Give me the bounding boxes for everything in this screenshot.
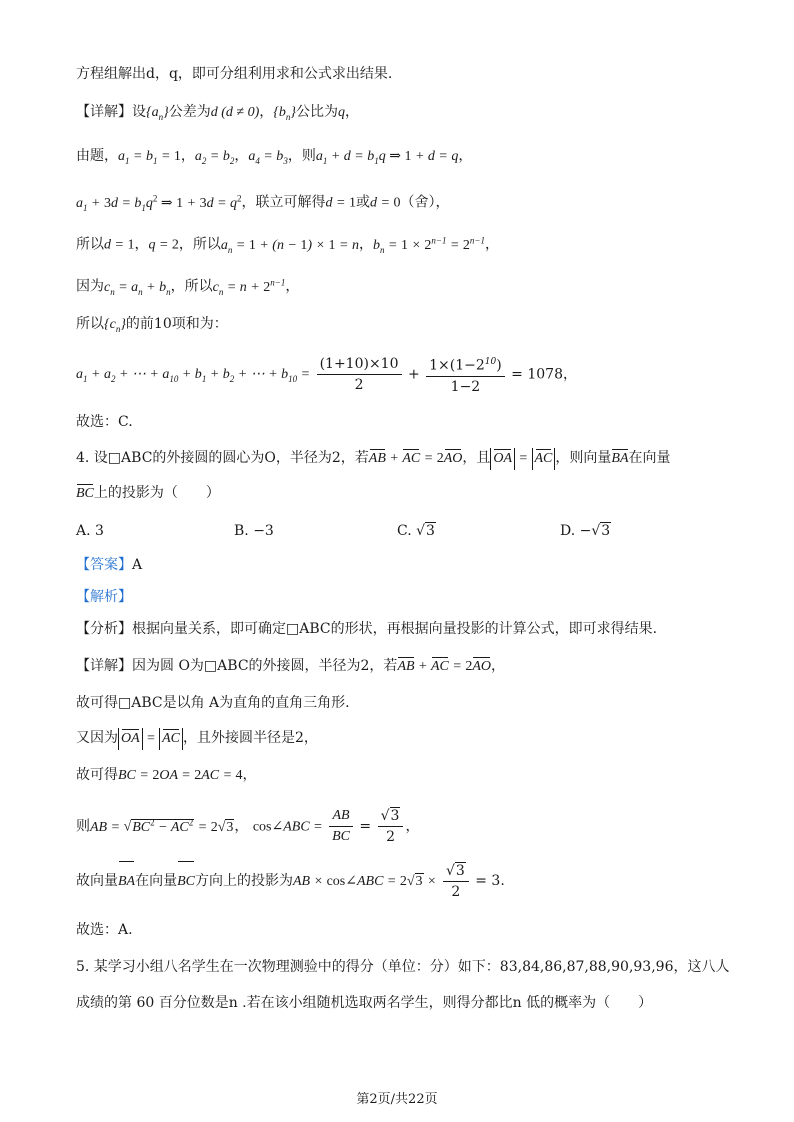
equation-line: 则AB = $√BC^2 - AC^2 = 2√3$， cos∠ABC = $\frac{AB}{BC}$ = $\frac{√3}{2}$ ， — [76, 808, 420, 846]
fenxi-label: 【分析】 — [76, 621, 132, 637]
text: 在向量 — [628, 450, 671, 466]
text: 公比为 — [295, 104, 338, 120]
detail2-line: 【详解】因为圆 O为□ABC的外接圆，半径为2，若AB + AC = 2AO， — [76, 655, 505, 678]
text: ，则向量 — [555, 450, 612, 466]
equation-line: 所以d = 1，q = 2，所以$a_n = 1 + (n - 1) \times 1 = n$，$b_n = 1 \times 2^{n-1} = 2^{n-1}$， — [76, 235, 499, 255]
text: ，所以 — [170, 278, 213, 295]
text: ，且外接圆半径是2， — [183, 730, 318, 746]
detail-line: 【详解】设$\{a_n\}$公差为d (d ≠ 0)，$\{b_n\}$公比为q， — [76, 104, 359, 122]
equation-line: 故向量BA在向量BC方向上的投影为AB × cos∠ABC = 2√3 × $\frac{√3}{2}$ = 3. — [76, 859, 505, 904]
text: 的前10项和为： — [125, 316, 228, 332]
text: ， — [259, 104, 274, 120]
text: ，且 — [462, 450, 491, 466]
text-line: 方程组解出d，q，即可分组利用求和公式求出结果. — [76, 66, 393, 82]
text-line: 所以$\{c_n\}$的前10项和为： — [76, 316, 228, 334]
text: 在向量 — [135, 873, 178, 889]
text: 方向上的投影为 — [195, 873, 293, 889]
equation-line: $a_1 + 3d = b_1q^2$ ⇒ $1 + 3d = q^2$，联立可解得d = 1或d = 0（舍）， — [76, 193, 450, 213]
text: 则 — [76, 818, 90, 835]
answer-line — [76, 554, 142, 576]
text: 根据向量关系，即可确定□ABC的形状，再根据向量投影的计算公式，即可求得结果. — [132, 621, 658, 637]
equation-line: 因为$c_n = a_n + b_n$，所以$c_n = n + 2^{n-1}$， — [76, 277, 300, 297]
equation-line: 故可得BC = 2OA = 2AC = 4， — [76, 767, 257, 783]
text-line: 又因为 OA = AC ，且外接圆半径是2， — [76, 727, 318, 750]
text: 或 — [356, 194, 370, 211]
option-c: C. √3 — [397, 523, 435, 539]
choice-line: 故选：C. — [76, 414, 133, 430]
detail-label: 【详解】 — [76, 104, 132, 120]
text: 公差为 — [168, 104, 211, 120]
text-line: 故可得□ABC是以角 A为直角的直角三角形. — [76, 695, 350, 711]
text: 上的投影为（ ） — [93, 485, 220, 501]
question-4: 4. 设□ABC的外接圆的圆心为O，半径为2，若AB + AC = 2AO，且 OA = AC ，则向量BA在向量 — [76, 447, 671, 470]
text: 所以 — [76, 236, 104, 253]
analysis-label: 【解析】 — [76, 589, 132, 605]
answer-value: A — [132, 557, 143, 573]
option-d: D. −√3 — [560, 523, 611, 539]
choice-line: 故选：A. — [76, 922, 133, 938]
option-b: B. −3 — [234, 523, 274, 539]
text: 又因为 — [76, 730, 118, 746]
question-4-cont: BC上的投影为（ ） — [76, 482, 220, 505]
text: 所以 — [76, 316, 104, 332]
text: C. — [397, 523, 412, 539]
option-a: A. 3 — [76, 523, 104, 539]
sum-result: 1078 — [527, 366, 563, 383]
text: 因为 — [76, 278, 104, 295]
text: 设 — [132, 104, 146, 120]
answer-label: 【答案】 — [76, 557, 132, 573]
question-5-cont: 成绩的第 60 百分位数是n .若在该小组随机选取两名学生，则得分都比n 低的概率为（ ） — [76, 995, 653, 1011]
equation-line: 由题，$a_1 = b_1 = 1$，$a_2 = b_2$，$a_4 = b_3$，则$a_1 + d = b_1q$ ⇒ 1 + d = q， — [76, 148, 473, 166]
text: D. − — [560, 523, 592, 539]
question-5: 5. 某学习小组八名学生在一次物理测验中的得分（单位：分）如下：83,84,86,87,88,90,93,96，这八人 — [76, 959, 730, 975]
fenxi-line — [76, 618, 657, 640]
text: 因为圆 O为□ABC的外接圆，半径为2，若 — [132, 658, 398, 674]
text: 由题， — [76, 148, 118, 164]
text: 4. 设□ABC的外接圆的圆心为O，半径为2，若 — [76, 450, 369, 466]
text: 故向量 — [76, 873, 118, 889]
page-number: 第2页/共22页 — [356, 1092, 438, 1107]
text: 则 — [301, 148, 316, 164]
text: ，联立可解得 — [241, 194, 326, 211]
sum-equation: $a_1 + a_2$ + ⋯ + $a_{10} + b_1 + b_2$ + ⋯ + $b_{10}$ = $\frac{(1+10)\times 10}{2}$ + $\frac{1\times(1-2^{10})}{1-2}$ = 1078， — [76, 352, 577, 401]
text: （舍）， — [400, 194, 450, 211]
text: ，所以 — [178, 236, 221, 253]
detail-label: 【详解】 — [76, 658, 132, 674]
text: 故可得 — [76, 767, 118, 783]
